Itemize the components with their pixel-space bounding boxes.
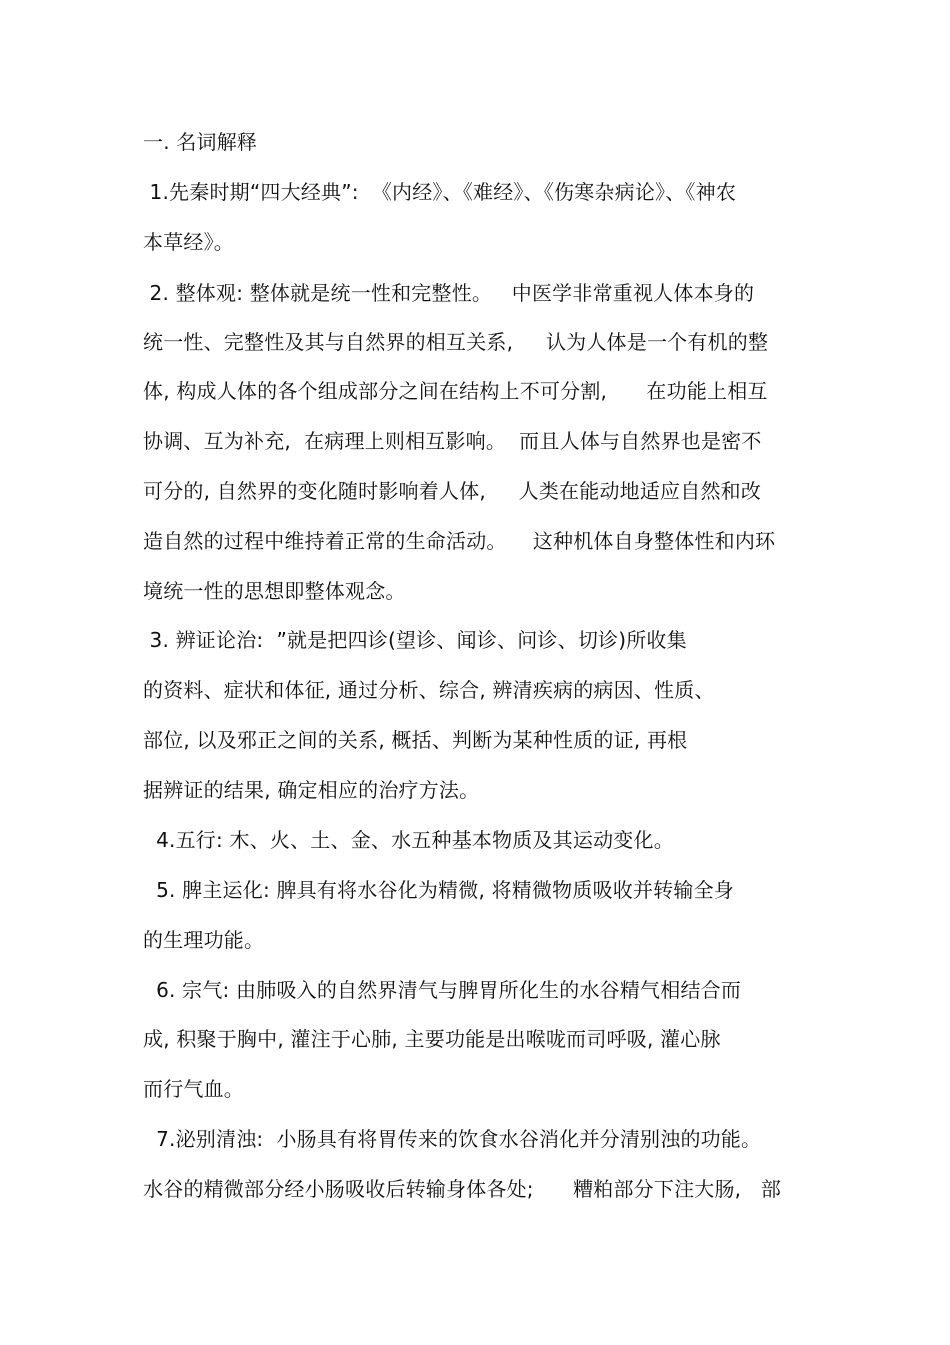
text-line: 境统一性的思想即整体观念。	[143, 579, 406, 603]
text-line: 5. 脾主运化: 脾具有将水谷化为精微, 将精微物质吸收并转输全身	[143, 878, 734, 902]
text-line: 据辨证的结果, 确定相应的治疗方法。	[143, 778, 480, 802]
text-line: 体, 构成人体的各个组成部分之间在结构上不可分割, 在功能上相互	[143, 379, 768, 403]
text-line: 的生理功能。	[143, 928, 265, 952]
text-line: 4.五行: 木、火、土、金、水五种基本物质及其运动变化。	[143, 828, 674, 852]
text-line: 统一性、完整性及其与自然界的相互关系, 认为人体是一个有机的整	[143, 330, 769, 354]
text-line: 而行气血。	[143, 1077, 244, 1101]
section-heading: 一. 名词解释	[143, 130, 258, 154]
text-line: 的资料、症状和体征, 通过分析、综合, 辨清疾病的病因、性质、	[143, 678, 715, 702]
text-line: 协调、互为补充, 在病理上则相互影响。 而且人体与自然界也是密不	[143, 429, 762, 453]
text-line: 水谷的精微部分经小肠吸收后转输身体各处; 糟粕部分下注大肠, 部	[143, 1177, 782, 1201]
text-line: 本草经》。	[143, 230, 234, 254]
text-line: 造自然的过程中维持着正常的生命活动。 这种机体自身整体性和内环	[143, 529, 776, 553]
text-line: 1.先秦时期“四大经典”: 《内经》、《难经》、《伤寒杂病论》、《神农	[143, 180, 737, 204]
text-line: 部位, 以及邪正之间的关系, 概括、判断为某种性质的证, 再根	[143, 728, 688, 752]
text-line: 2. 整体观: 整体就是统一性和完整性。 中医学非常重视人体本身的	[143, 281, 755, 305]
text-line: 6. 宗气: 由肺吸入的自然界清气与脾胃所化生的水谷精气相结合而	[143, 978, 742, 1002]
text-line: 7.泌别清浊: 小肠具有将胃传来的饮食水谷消化并分清别浊的功能。	[143, 1127, 762, 1151]
text-line: 可分的, 自然界的变化随时影响着人体, 人类在能动地适应自然和改	[143, 479, 762, 503]
text-line: 成, 积聚于胸中, 灌注于心肺, 主要功能是出喉咙而司呼吸, 灌心脉	[143, 1027, 721, 1051]
text-line: 3. 辨证论治: ”就是把四诊(望诊、闻诊、问诊、切诊)所收集	[143, 628, 687, 652]
